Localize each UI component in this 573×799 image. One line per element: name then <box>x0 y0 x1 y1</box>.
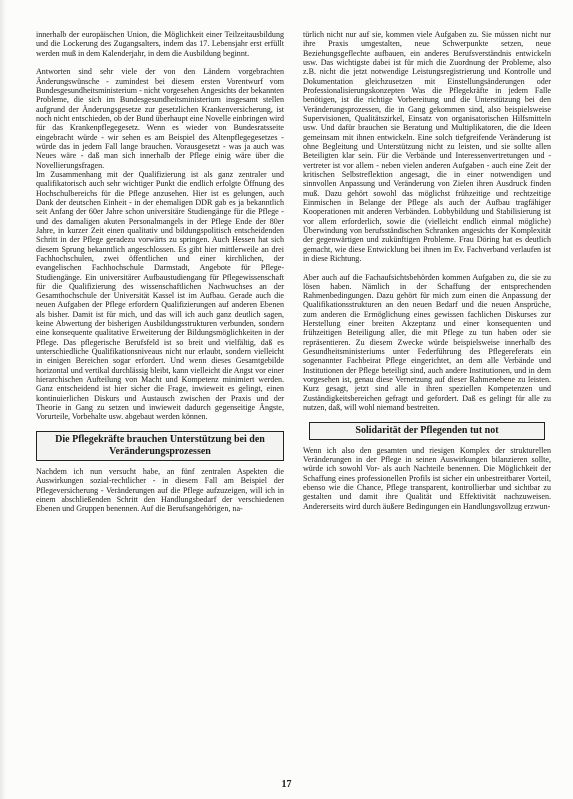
page-number: 17 <box>281 779 292 790</box>
section-heading-right: Solidarität der Pflegenden tut not <box>309 422 545 440</box>
left-column <box>36 30 284 523</box>
right-column <box>303 30 551 520</box>
left-paragraph-4: Nachdem ich nun versucht habe, an fünf zentralen Aspekten die Auswirkungen sozial-rechtlicher - in diesem Fall am Beispiel der Pflegeversicherung - Veränderungen auf die Pflege aufzuzeigen, will ich in einem abschließenden Schritt den Handlungsbedarf der verschiedenen Ebenen und Gruppen benennen. Auf die Berufsangehörigen, na- <box>36 467 284 514</box>
left-paragraph-3: Im Zusammenhang mit der Qualifizierung ist als ganz zentraler und qualifikatorisch auch sehr wichtiger Punkt die endlich erfolgte Öffnung des Hochschulbereichs für die Pflege anzusehen. Hier ist es gelungen, auch Dank der deutschen Einheit - in der ehemaligen DDR gab es ja bekanntlich seit Anfang der 60er Jahre schon universitäre Studiengänge für die Pflege - und des damaligen akuten Personalmangels in der Pflege Ende der 80er Jahre, in kurzer Zeit einen qualitativ und bildungspolitisch entscheidenden Schritt in der Pflege geradezu vorwärts zu springen. Auch Hessen hat sich diesem Sprung bekanntlich angeschlossen. Es gibt hier mittlerweile an drei Fachhochschulen, zwei öffentlichen und einer kirchlichen, der evangelischen Fachhochschule Darmstadt, Angebote für Pflege-Studiengänge. Ein universitärer Aufbaustudiengang für Pflegewissenschaft für die Qualifizierung des wissenschaftlichen Nachwuchses an der Gesamthochschule der Universität Kassel ist im Aufbau. Gerade auch die neuen Aufgaben der Pflege erfordern Qualifizierungen auf anderen Ebenen als bisher. Damit ist für mich, und das will ich auch ganz deutlich sagen, keine Abwertung der bisherigen Ausbildungsstrukturen verbunden, sondern eine konsequente qualitative Erweiterung der Bildungsmöglichkeiten in der Pflege. Das pflegerische Berufsfeld ist so breit und vielfältig, daß es unterschiedliche Qualifikationsniveaus nicht nur erlaubt, sondern vielleicht in einigen Bereichen sogar erfordert. Und wenn dieses Gesamtgebilde horizontal und vertikal durchlässig bleibt, kann vielleicht die Angst vor einer hierarchischen Aufteilung von Macht und Kompetenz minimiert werden. Ganz entscheidend ist hier sicher die Frage, inwieweit es gelingt, einen kontinuierlichen Diskurs und Austausch zwischen der Praxis und der Theorie in Gang zu setzen und inwieweit dadurch gegenseitige Ängste, Vorurteile, Vorbehalte usw. abgebaut werden können. <box>36 169 284 422</box>
left-paragraph-1: innerhalb der europäischen Union, die Möglichkeit einer Teilzeitausbildung und die Lockerung des Zugangsalters, indem das 17. Lebensjahr erst erfüllt werden muß in dem Kalenderjahr, in dem die Ausbildung beginnt. <box>36 30 284 58</box>
right-paragraph-2: Aber auch auf die Fachaufsichtsbehörden kommen Aufgaben zu, die sie zu lösen haben. Nämlich in der Schaffung der entsprechenden Rahmenbedingungen. Dazu gehört für mich zum einen die Anpassung der Qualifikationsstrukturen an den neuen Bedarf und die neuen Ansprüche, zum anderen die Ermöglichung eines gewissen fachlichen Diskurses zur Herstellung einer breiten Akzeptanz und einer konsequenten und frühzeitigen Beteiligung aller, die mit Pflege zu tun haben oder sie repräsentieren. Zu diesem Zwecke würde beispielsweise innerhalb des Gesundheitsministeriums unter Federführung des Pflegereferats ein sogenannter Fachbeirat Pflege eingerichtet, an dem alle Verbände und Institutionen der Pflege beteiligt sind, auch andere Institutionen, und in dem vorgesehen ist, genau diese Vernetzung auf dieser Rahmenebene zu leisten. Kurz gesagt, jetzt sind alle in ihren speziellen Kompetenzen und Zuständigkeitsbereichen gefragt und gefordert. Daß es gelingt für alle zu nutzen, daß, will wohl niemand bestreiten. <box>303 272 551 413</box>
left-paragraph-2: Antworten sind sehr viele der von den Ländern vorgebrachten Änderungswünsche - zumindest bei diesem ersten Vorentwurf vom Bundesgesundheitsministerium - nicht vorgesehen Angesichts der bekannten Probleme, die sich im Bundesgesundheitsministerium insgesamt stellen aufgrund der Änderungsgesetze zur gesetzlichen Krankenversicherung, ist noch nicht entschieden, ob der Bund überhaupt eine Novelle einbringen wird für das Krankenpflegegesetz. Wenn es wieder von Bundesratsseite eingebracht würde - wir sehen es am Beispiel des Altenpflegegesetzes - würde das in jedem Fall lange brauchen. Vorausgesetzt - was ja auch was Neues wäre - daß man sich innerhalb der Pflege einig wäre über die Novellierungsfragen. <box>36 67 284 170</box>
right-paragraph-3: Wenn ich also den gesamten und riesigen Komplex der strukturellen Veränderungen in der Pflege in seinen Auswirkungen bilanzieren sollte, würde ich sowohl Vor- als auch Nachteile benennen. Die Möglichkeit der Schaffung eines professionellen Profils ist sicher ein unbestreitbarer Vorteil, ebenso wie die Chance, Pflege transparent, kontrollierbar und sichtbar zu gestalten und damit ihre Qualität und Effektivität nachzuweisen. Andererseits wird durch äußere Bedingungen ein Handlungsvollzug erzwun- <box>303 445 551 511</box>
section-heading-left: Die Pflegekräfte brauchen Unterstützung bei den Veränderungsprozessen <box>36 431 284 461</box>
scan-edge <box>0 0 6 799</box>
right-paragraph-1: türlich nicht nur auf sie, kommen viele Aufgaben zu. Sie müssen nicht nur ihre Praxis umgestalten, neue Schwerpunkte setzen, neue Beziehungsgeflechte aufbauen, ein anderes Berufsverständnis entwickeln usw. Das wichtigste dabei ist für mich die Zuordnung der Probleme, also z.B. nicht die jetzt notwendige Leistungsregistrierung und Kontrolle und Dokumentation gleichzusetzen mit Einstellungsänderungen oder Professionalisierungskonzepten Was die Pflegekräfte in jedem Falle benötigen, ist die richtige Vorbereitung und die Unterstützung bei den Veränderungsprozessen, die in Gang gekommen sind, also beispielsweise Supervisionen, Qualitätszirkel, Einsatz von organisatorischen Hilfsmitteln usw. Und dafür brauchen sie Beratung und Multiplikatoren, die die Ideen gemeinsam mit ihnen entwickeln. Eine solch tiefgreifende Veränderung ist ohne Begleitung und Unterstützung nicht zu leisten, und sie sollte allen Beteiligten klar sein. Für die Verbände und Interessenvertretungen und -vertreter ist vor allem - neben vielen anderen Aufgaben - auch eine Zeit der kritischen Selbstreflektion angesagt, die in einer notwendigen und sinnvollen Anpassung und Veränderung von Zielen ihren Ausdruck finden muß. Dazu gehört sowohl das möglichst frühzeitige und rechtzeitige Einmischen in Belange der Pflege als auch der Aufbau tragfähiger Kooperationen mit anderen Verbänden. Lobbybildung und Stabilisierung ist vor allem erforderlich, sowie die (vielleicht endlich einmal mögliche) Überwindung von berufsständischen Schranken angesichts der Komplexität der gegenwärtigen und zukünftigen Probleme. Frau Döring hat es deutlich gemacht, wie diese Entwicklung bei ihnen im Ev. Fachverband verlaufen ist in diese Richtung. <box>303 30 551 263</box>
